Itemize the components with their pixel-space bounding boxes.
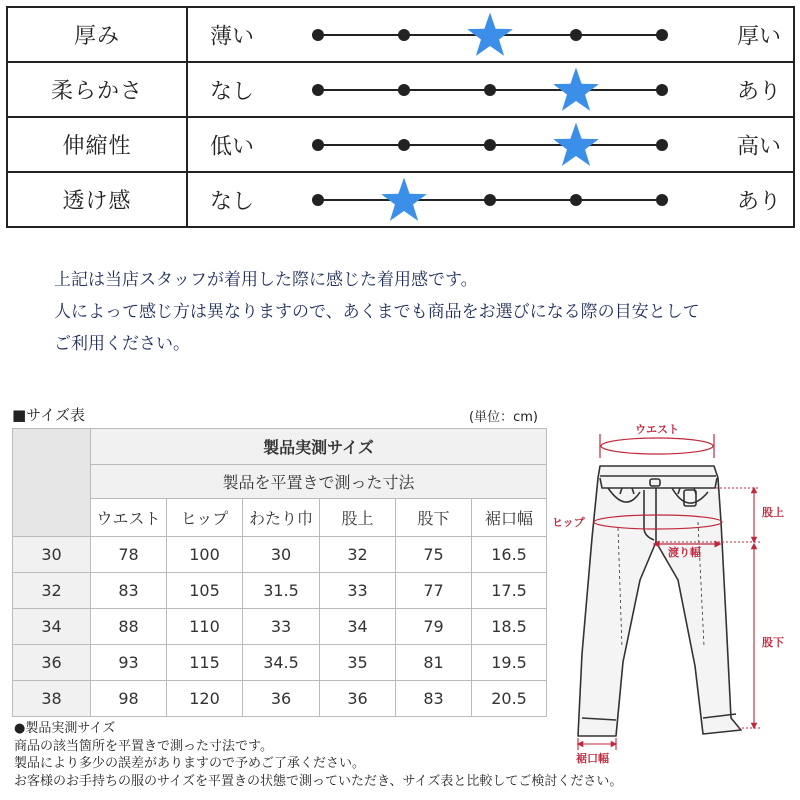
feel-max-label: あり bbox=[736, 79, 781, 104]
pants-outline bbox=[578, 466, 741, 736]
size-value: 75 bbox=[396, 537, 472, 573]
size-column-headers bbox=[13, 499, 547, 537]
size-value: 33 bbox=[320, 573, 396, 609]
note-line: 上記は当店スタッフが着用した際に感じた着用感です。 bbox=[54, 270, 478, 290]
size-value: 36 bbox=[243, 681, 320, 717]
star-icon bbox=[380, 176, 428, 224]
size-value: 18.5 bbox=[472, 609, 547, 645]
note-line: ご利用ください。 bbox=[54, 334, 190, 354]
feel-scale-dot bbox=[484, 84, 496, 96]
footnote-line: お客様のお手持ちの服のサイズを平置きの状態で測っていただき、サイズ表と比較してご検討ください。 bbox=[14, 773, 623, 789]
size-value: 17.5 bbox=[472, 573, 547, 609]
size-table-corner bbox=[13, 429, 91, 537]
size-table-unit: (単位：cm) bbox=[469, 410, 538, 425]
feel-min-label: なし bbox=[210, 79, 255, 104]
feel-max-label: 高い bbox=[736, 134, 781, 159]
size-value: 30 bbox=[243, 537, 320, 573]
size-label: 32 bbox=[13, 573, 91, 609]
feel-scale bbox=[187, 62, 794, 117]
feel-min-label: 低い bbox=[210, 134, 255, 159]
size-column-header: 裾口幅 bbox=[472, 499, 547, 537]
feel-scale bbox=[187, 7, 794, 62]
table-row bbox=[13, 645, 547, 681]
feel-scale-dot bbox=[656, 84, 668, 96]
size-value: 93 bbox=[91, 645, 167, 681]
feel-scale bbox=[187, 117, 794, 172]
table-row bbox=[13, 573, 547, 609]
feel-label: 厚み bbox=[7, 7, 187, 62]
footnote-line: ●製品実測サイズ bbox=[14, 721, 116, 736]
star-icon bbox=[552, 66, 600, 114]
rise-label: 股上 bbox=[762, 506, 784, 519]
note-line: 人によって感じ方は異なりますので、あくまでも商品をお選びになる際の目安として bbox=[54, 302, 700, 322]
size-label: 38 bbox=[13, 681, 91, 717]
wear-feel-body bbox=[7, 7, 794, 227]
hem-label: 裾口幅 bbox=[576, 752, 609, 765]
feel-scale-dot bbox=[312, 194, 324, 206]
size-value: 34 bbox=[320, 609, 396, 645]
feel-scale-dot bbox=[570, 194, 582, 206]
star-icon bbox=[552, 121, 600, 169]
waist-measure bbox=[600, 434, 714, 458]
feel-scale-dot bbox=[656, 194, 668, 206]
hip-label: ヒップ bbox=[552, 516, 585, 529]
size-column-header: ヒップ bbox=[167, 499, 243, 537]
size-column-header: ウエスト bbox=[91, 499, 167, 537]
size-column-header: わたり巾 bbox=[243, 499, 320, 537]
feel-scale-dot bbox=[656, 139, 668, 151]
size-value: 83 bbox=[396, 681, 472, 717]
feel-scale-dot bbox=[656, 29, 668, 41]
wear-feel-table bbox=[6, 6, 795, 228]
feel-max-label: 厚い bbox=[736, 24, 781, 49]
size-label: 34 bbox=[13, 609, 91, 645]
footnote-line: 製品により多少の誤差がありますので予めご了承ください。 bbox=[14, 756, 366, 771]
star-icon bbox=[466, 11, 514, 59]
size-value: 120 bbox=[167, 681, 243, 717]
size-column-header: 股上 bbox=[320, 499, 396, 537]
feel-max-label: あり bbox=[736, 189, 781, 214]
feel-scale-dot bbox=[570, 29, 582, 41]
feel-scale-dot bbox=[398, 139, 410, 151]
feel-scale-dot bbox=[312, 29, 324, 41]
size-table bbox=[12, 428, 547, 717]
size-value: 81 bbox=[396, 645, 472, 681]
feel-row bbox=[7, 62, 794, 117]
footnote-line: 商品の該当箇所を平置きで測った寸法です。 bbox=[14, 738, 273, 754]
pants-measurement-diagram bbox=[548, 418, 800, 774]
feel-scale-dot bbox=[312, 84, 324, 96]
size-value: 88 bbox=[91, 609, 167, 645]
feel-scale-dot bbox=[312, 139, 324, 151]
feel-scale-dot bbox=[398, 84, 410, 96]
size-table-body bbox=[13, 429, 547, 717]
feel-scale-dot bbox=[398, 29, 410, 41]
feel-row bbox=[7, 117, 794, 172]
feel-row bbox=[7, 172, 794, 227]
size-value: 35 bbox=[320, 645, 396, 681]
size-label: 30 bbox=[13, 537, 91, 573]
size-value: 20.5 bbox=[472, 681, 547, 717]
size-value: 34.5 bbox=[243, 645, 320, 681]
feel-label: 柔らかさ bbox=[7, 62, 187, 117]
inseam-measure bbox=[738, 546, 760, 728]
size-value: 36 bbox=[320, 681, 396, 717]
feel-row bbox=[7, 7, 794, 62]
size-header-main: 製品実測サイズ bbox=[91, 429, 547, 465]
wear-feel-note bbox=[54, 264, 784, 360]
size-value: 110 bbox=[167, 609, 243, 645]
size-value: 100 bbox=[167, 537, 243, 573]
size-value: 33 bbox=[243, 609, 320, 645]
size-table-title: ■サイズ表 bbox=[12, 406, 85, 424]
feel-min-label: 薄い bbox=[210, 24, 255, 49]
feel-scale-dot bbox=[484, 194, 496, 206]
size-value: 105 bbox=[167, 573, 243, 609]
size-column-header: 股下 bbox=[396, 499, 472, 537]
table-row bbox=[13, 609, 547, 645]
hem-measure bbox=[578, 738, 616, 750]
inseam-label: 股下 bbox=[762, 636, 784, 649]
feel-scale bbox=[187, 172, 794, 227]
size-value: 32 bbox=[320, 537, 396, 573]
waist-label: ウエスト bbox=[635, 423, 679, 436]
size-value: 31.5 bbox=[243, 573, 320, 609]
size-value: 98 bbox=[91, 681, 167, 717]
table-row bbox=[13, 537, 547, 573]
table-row bbox=[13, 681, 547, 717]
feel-label: 透け感 bbox=[7, 172, 187, 227]
size-value: 78 bbox=[91, 537, 167, 573]
size-value: 19.5 bbox=[472, 645, 547, 681]
feel-min-label: なし bbox=[210, 189, 255, 214]
size-value: 115 bbox=[167, 645, 243, 681]
size-value: 79 bbox=[396, 609, 472, 645]
size-header-sub: 製品を平置きで測った寸法 bbox=[91, 465, 547, 499]
feel-scale-dot bbox=[484, 139, 496, 151]
size-footnotes bbox=[14, 720, 622, 790]
size-value: 16.5 bbox=[472, 537, 547, 573]
thigh-label: 渡り幅 bbox=[668, 546, 701, 559]
size-value: 77 bbox=[396, 573, 472, 609]
size-label: 36 bbox=[13, 645, 91, 681]
feel-label: 伸縮性 bbox=[7, 117, 187, 172]
size-value: 83 bbox=[91, 573, 167, 609]
